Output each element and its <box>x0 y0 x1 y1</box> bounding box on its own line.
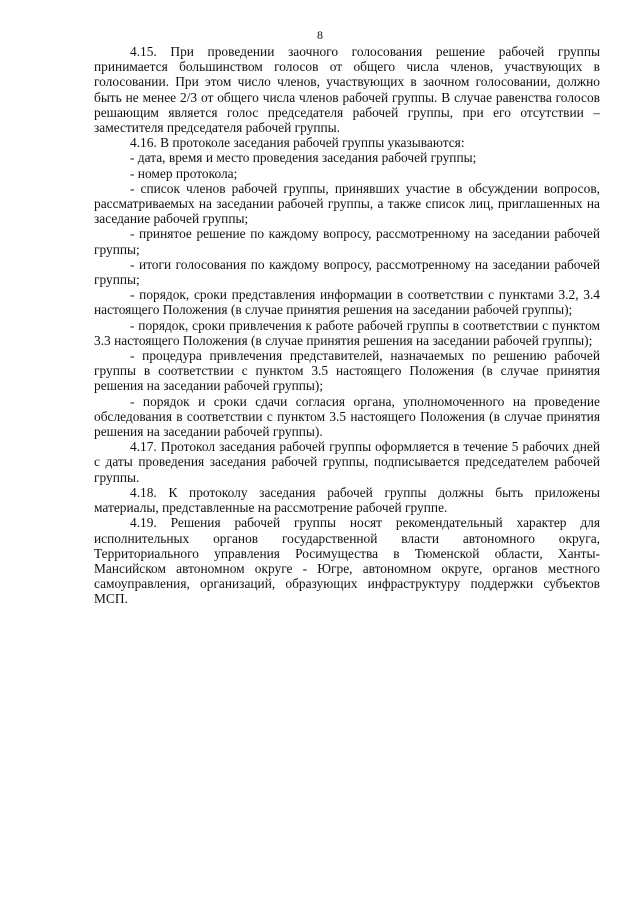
document-body <box>94 44 600 607</box>
paragraph-4-16: 4.16. В протоколе заседания рабочей группы указываются: <box>130 135 465 151</box>
paragraph-4-19: 4.19. Решения рабочей группы носят рекомендательный характер для исполнительных органов государственной власти автономного округа, Территориального управления Росимущества в Тюменской области, Ханты-Мансийском автономном округе - Югре, автономном округе, органов местного самоуправления, организаций, образующих инфраструктуру поддержки субъектов МСП. <box>94 515 600 607</box>
list-item-voting-results: - итоги голосования по каждому вопросу, рассмотренному на заседании рабочей группы; <box>94 256 600 288</box>
list-item-protocol-number: - номер протокола; <box>130 165 238 181</box>
list-item-involvement-procedure: - порядок, сроки привлечения к работе рабочей группы в соответствии с пунктом 3.3 настоящего Положения (в случае принятия решения на заседании рабочей группы); <box>94 317 600 348</box>
list-item-information-procedure: - порядок, сроки представления информации в соответствии с пунктами 3.2, 3.4 настоящего Положения (в случае принятия решения на заседании рабочей группы); <box>94 287 600 318</box>
page-number: 8 <box>317 28 323 42</box>
list-item-date-time-place: - дата, время и место проведения заседания рабочей группы; <box>130 150 477 166</box>
paragraph-4-17: 4.17. Протокол заседания рабочей группы оформляется в течение 5 рабочих дней с даты проведения заседания рабочей группы, подписывается председателем рабочей группы. <box>94 439 600 485</box>
paragraph-4-18: 4.18. К протоколу заседания рабочей группы должны быть приложены материалы, представленные на рассмотрение рабочей группе. <box>94 484 600 516</box>
paragraph-4-15: 4.15. При проведении заочного голосования решение рабочей группы принимается большинством голосов от общего числа членов, участвующих в голосовании. При этом число членов, участвующих в заочном голосовании, должно быть не менее 2/3 от общего числа членов рабочей группы. В случае равенства голосов решающим является голос председателя рабочей группы, при его отсутствии – заместителя председателя рабочей группы. <box>94 44 600 136</box>
list-item-members-list: - список членов рабочей группы, принявших участие в обсуждении вопросов, рассматриваемых на заседании рабочей группы, а также список лиц, приглашенных на заседание рабочей группы; <box>94 180 600 227</box>
list-item-consent-procedure: - порядок и сроки сдачи согласия органа, уполномоченного на проведение обследования в соответствии с пунктом 3.5 настоящего Положения (в случае принятия решения на заседании рабочей группы). <box>94 393 600 440</box>
list-item-decision: - принятое решение по каждому вопросу, рассмотренному на заседании рабочей группы; <box>94 226 600 257</box>
list-item-representatives-procedure: - процедура привлечения представителей, назначаемых по решению рабочей группы в соответствии с пунктом 3.5 настоящего Положения (в случае принятия решения на заседании рабочей группы); <box>94 348 600 394</box>
